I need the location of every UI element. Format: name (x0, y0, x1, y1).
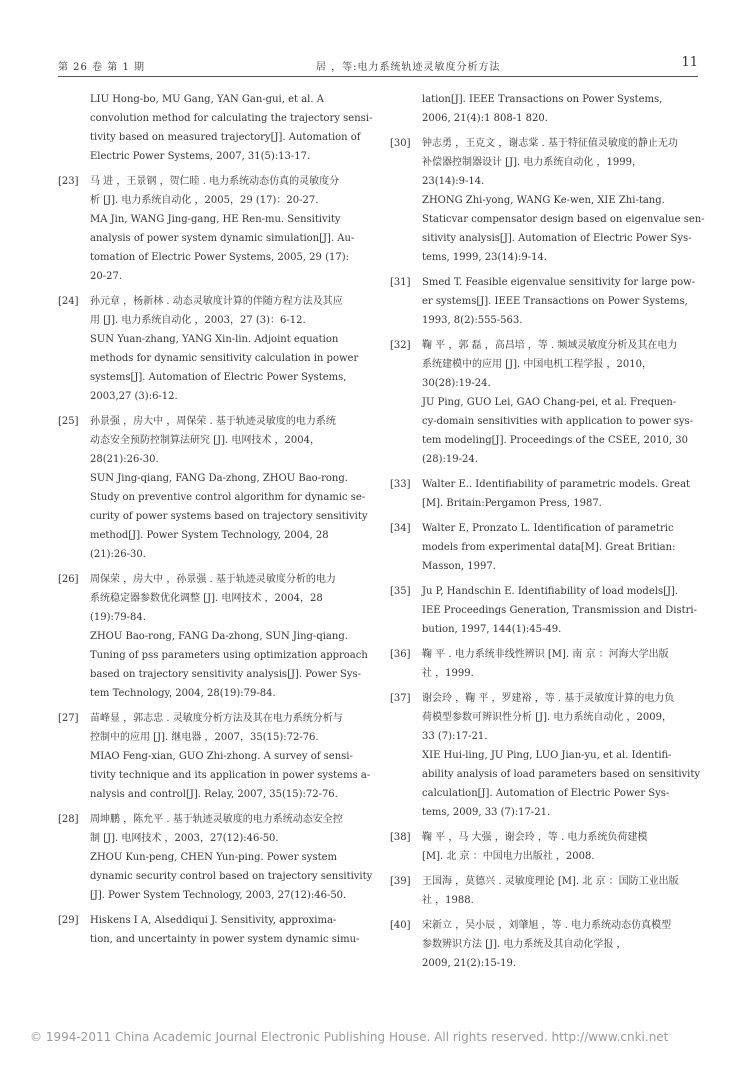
left-column (58, 90, 373, 955)
reference-text-line: 系统稳定器参数优化调整 [J]. 电网技术 ，2004，28 (90, 593, 323, 604)
reference-text-line: 2009, 21(2):15-19. (422, 958, 517, 969)
reference-text-line: Masson, 1997. (422, 561, 496, 572)
reference-entry (390, 645, 700, 683)
reference-text-line: 鞠 平 . 电力系统非线性辨识 [M]. 南 京 ：河海大学出版 (422, 649, 669, 660)
reference-text-line: Smed T. Feasible eigenvalue sensitivity for large pow- (422, 277, 696, 288)
reference-text-line: 周坤鹏 ，陈允平 . 基于轨迹灵敏度的电力系统动态安全控 (90, 814, 343, 825)
reference-text-line: 系统建模中的应用 [J]. 中国电机工程学报 ，2010， (422, 359, 652, 370)
reference-number: [35] (390, 586, 411, 597)
reference-number: [31] (390, 277, 411, 288)
reference-text-line: 鞠 平 ，马 大强 ，谢会玲 ，等 . 电力系统负荷建模 (422, 832, 648, 843)
reference-text-line: 孙元章 ，杨新林 . 动态灵敏度计算的伴随方程方法及其应 (90, 296, 343, 307)
reference-entry (390, 273, 700, 330)
reference-text-line: XIE Hui-ling, JU Ping, LUO Jian-yu, et al. Identifi- (422, 750, 672, 761)
reference-text-line: Tuning of pss parameters using optimization approach (90, 650, 368, 661)
reference-number: [32] (390, 340, 411, 351)
reference-text-line: 孙景强 ，房大中 ，周保荣 . 基于轨迹灵敏度的电力系统 (90, 416, 336, 427)
reference-text-line: systems[J]. Automation of Electric Power Systems, (90, 372, 347, 383)
reference-text-line: dynamic security control based on trajectory sensitivity (90, 871, 373, 882)
running-header (58, 55, 698, 76)
reference-text-line: tivity technique and its application in power systems a- (90, 770, 371, 781)
reference-text-line: nalysis and control[J]. Relay, 2007, 35(15):72-76. (90, 789, 338, 800)
reference-text-line: ZHOU Kun-peng, CHEN Yun-ping. Power system (90, 852, 338, 863)
reference-number: [36] (390, 649, 411, 660)
reference-text-line: tem modeling[J]. Proceedings of the CSEE, 2010, 30 (422, 435, 688, 446)
reference-text-line: tem Technology, 2004, 28(19):79-84. (90, 688, 276, 699)
reference-entry (390, 582, 700, 639)
reference-number: [30] (390, 138, 411, 149)
reference-text-line: 2006, 21(4):1 808-1 820. (422, 113, 548, 124)
reference-number: [27] (58, 713, 79, 724)
reference-number: [33] (390, 479, 411, 490)
reference-text-line: IEE Proceedings Generation, Transmission and Distri- (422, 605, 697, 616)
reference-entry (58, 172, 368, 286)
reference-text-line: JU Ping, GUO Lei, GAO Chang-pei, et al. Frequen- (422, 397, 677, 408)
reference-text-line: cy-domain sensitivities with application to power sys- (422, 416, 693, 427)
reference-text-line: 社 ，1988. (422, 895, 474, 906)
page-number: 11 (681, 55, 698, 70)
reference-text-line: 30(28):19-24. (422, 378, 491, 389)
reference-entry (390, 336, 700, 469)
reference-text-line: calculation[J]. Automation of Electric Power Sys- (422, 788, 670, 799)
reference-text-line: Study on preventive control algorithm for dynamic se- (90, 492, 366, 503)
reference-entry (390, 828, 700, 866)
reference-text-line: 荷模型参数可辨识性分析 [J]. 电力系统自动化 ，2009， (422, 712, 672, 723)
reference-number: [40] (390, 920, 411, 931)
reference-number: [28] (58, 814, 79, 825)
reference-number: [24] (58, 296, 79, 307)
article-running-title: 居 ，等:电力系统轨迹灵敏度分析方法 (316, 62, 501, 73)
reference-number: [23] (58, 176, 79, 187)
reference-text-line: [M]. Britain:Pergamon Press, 1987. (422, 498, 602, 509)
reference-text-line: 控制中的应用 [J]. 继电器 ，2007，35(15):72-76. (90, 732, 319, 743)
reference-entry (58, 292, 368, 406)
reference-entry (390, 475, 700, 513)
reference-text-line: 制 [J]. 电网技术 ，2003，27(12):46-50. (90, 833, 279, 844)
reference-text-line: MIAO Feng-xian, GUO Zhi-zhong. A survey of sensi- (90, 751, 353, 762)
reference-entry (390, 90, 700, 128)
reference-text-line: LIU Hong-bo, MU Gang, YAN Gan-gui, et al. A (90, 94, 324, 105)
reference-entry (390, 916, 700, 973)
reference-entry (58, 90, 373, 166)
reference-text-line: Hiskens I A, Alseddiqui J. Sensitivity, approxima- (90, 915, 337, 926)
reference-text-line: Electric Power Systems, 2007, 31(5):13-17. (90, 151, 311, 162)
header-rule (58, 76, 698, 77)
reference-text-line: ability analysis of load parameters based on sensitivity (422, 769, 701, 780)
reference-entry (58, 570, 368, 703)
reference-number: [37] (390, 693, 411, 704)
reference-text-line: (28):19-24. (422, 454, 478, 465)
reference-number: [29] (58, 915, 79, 926)
reference-text-line: 用 [J]. 电力系统自动化 ，2003，27 (3)：6-12. (90, 315, 306, 326)
reference-text-line: Ju P, Handschin E. Identifiability of load models[J]. (422, 586, 679, 597)
reference-entry (390, 134, 705, 267)
reference-entry (390, 689, 700, 822)
reference-text-line: tems, 1999, 23(14):9-14. (422, 252, 547, 263)
reference-text-line: lation[J]. IEEE Transactions on Power Systems, (422, 94, 663, 105)
reference-text-line: 23(14):9-14. (422, 176, 485, 187)
reference-text-line: 钟志勇 ，王克文 ，谢志棠 . 基于特征值灵敏度的静止无功 (422, 138, 678, 149)
reference-text-line: tems, 2009, 33 (7):17-21. (422, 807, 551, 818)
reference-text-line: SUN Yuan-zhang, YANG Xin-lin. Adjoint equation (90, 334, 339, 345)
reference-text-line: er systems[J]. IEEE Transactions on Power Systems, (422, 296, 688, 307)
reference-text-line: 鞠 平 ，郭 磊 ，高昌培 ，等 . 频域灵敏度分析及其在电力 (422, 340, 678, 351)
reference-text-line: 参数辨识方法 [J]. 电力系统及其自动化学报 ， (422, 939, 627, 950)
reference-text-line: 马 进 ，王景钢 ，贺仁睦 . 电力系统动态仿真的灵敏度分 (90, 176, 340, 187)
reference-text-line: 王国海 ，莫德兴 . 灵敏度理论 [M]. 北 京 ：国防工业出版 (422, 876, 679, 887)
reference-entry (58, 709, 371, 804)
reference-text-line: [M]. 北 京 ：中国电力出版社 ，2008. (422, 851, 595, 862)
right-column (390, 90, 705, 979)
reference-text-line: 社 ，1999. (422, 668, 474, 679)
reference-number: [34] (390, 523, 411, 534)
reference-text-line: method[J]. Power System Technology, 2004, 28 (90, 530, 329, 541)
reference-text-line: 动态安全预防控制算法研究 [J]. 电网技术 ，2004， (90, 435, 320, 446)
reference-number: [39] (390, 876, 411, 887)
reference-text-line: [J]. Power System Technology, 2003, 27(12):46-50. (90, 890, 347, 901)
reference-text-line: 析 [J]. 电力系统自动化 ，2005，29 (17)：20-27. (90, 195, 319, 206)
reference-number: [38] (390, 832, 411, 843)
reference-text-line: 20-27. (90, 271, 123, 282)
reference-text-line: 谢会玲 ，鞠 平 ，罗建裕 ，等 . 基于灵敏度计算的电力负 (422, 693, 675, 704)
reference-text-line: tion, and uncertainty in power system dynamic simu- (90, 934, 360, 945)
reference-text-line: 33 (7):17-21. (422, 731, 488, 742)
reference-text-line: (21):26-30. (90, 549, 146, 560)
reference-text-line: 苗峰显 ，郭志忠 . 灵敏度分析方法及其在电力系统分析与 (90, 713, 343, 724)
journal-issue: 第 26 卷 第 1 期 (58, 62, 145, 73)
reference-text-line: methods for dynamic sensitivity calculation in power (90, 353, 359, 364)
reference-text-line: 1993, 8(2):555-563. (422, 315, 523, 326)
reference-text-line: curity of power systems based on trajectory sensitivity (90, 511, 368, 522)
reference-text-line: based on trajectory sensitivity analysis[J]. Power Sys- (90, 669, 362, 680)
reference-text-line: 2003,27 (3):6-12. (90, 391, 178, 402)
reference-text-line: 28(21):26-30. (90, 454, 159, 465)
reference-entry (58, 412, 368, 564)
reference-text-line: (19):79-84. (90, 612, 146, 623)
reference-text-line: analysis of power system dynamic simulation[J]. Au- (90, 233, 355, 244)
reference-number: [25] (58, 416, 79, 427)
reference-text-line: 周保荣 ，房大中 ，孙景强 . 基于轨迹灵敏度分析的电力 (90, 574, 336, 585)
reference-text-line: Walter E.. Identifiability of parametric models. Great (422, 479, 691, 490)
reference-text-line: tomation of Electric Power Systems, 2005, 29 (17): (90, 252, 349, 263)
reference-text-line: Staticvar compensator design based on eigenvalue sen- (422, 214, 705, 225)
reference-text-line: Walter E, Pronzato L. Identification of parametric (422, 523, 674, 534)
reference-entry (58, 810, 373, 905)
reference-text-line: SUN Jing-qiang, FANG Da-zhong, ZHOU Bao-rong. (90, 473, 348, 484)
reference-text-line: MA Jin, WANG Jing-gang, HE Ren-mu. Sensitivity (90, 214, 341, 225)
reference-text-line: ZHOU Bao-rong, FANG Da-zhong, SUN Jing-qiang. (90, 631, 348, 642)
reference-number: [26] (58, 574, 79, 585)
reference-text-line: bution, 1997, 144(1):45-49. (422, 624, 562, 635)
reference-text-line: tivity based on measured trajectory[J]. Automation of (90, 132, 361, 143)
reference-text-line: 补偿器控制器设计 [J]. 电力系统自动化 ，1999， (422, 157, 642, 168)
reference-text-line: models from experimental data[M]. Great Britian: (422, 542, 676, 553)
reference-text-line: 宋新立 ，吴小辰 ，刘肇旭 ，等 . 电力系统动态仿真模型 (422, 920, 672, 931)
reference-text-line: convolution method for calculating the trajectory sensi- (90, 113, 373, 124)
reference-entry (390, 519, 700, 576)
reference-text-line: ZHONG Zhi-yong, WANG Ke-wen, XIE Zhi-tang. (422, 195, 665, 206)
reference-entry (58, 911, 368, 949)
copyright-footer: © 1994-2011 China Academic Journal Electronic Publishing House. All rights reserved. http://www.cnki.net (30, 1030, 669, 1044)
reference-text-line: sitivity analysis[J]. Automation of Electric Power Sys- (422, 233, 692, 244)
reference-entry (390, 872, 700, 910)
